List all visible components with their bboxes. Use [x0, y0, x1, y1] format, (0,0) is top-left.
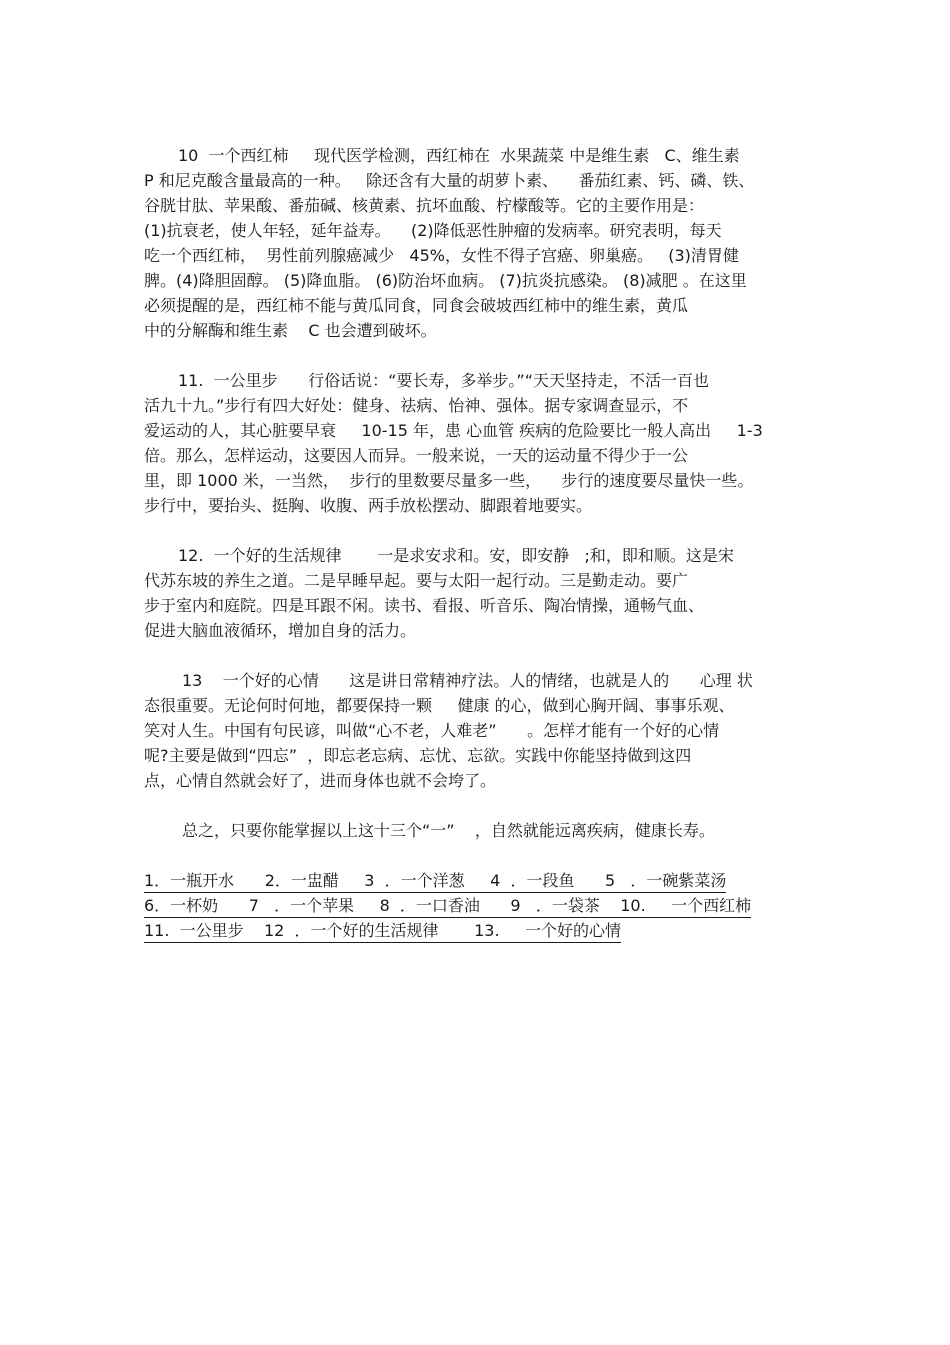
- paragraph-line: (1)抗衰老，使人年轻，延年益寿。 (2)降低恶性肿瘤的发病率。研究表明，每天: [144, 221, 722, 240]
- paragraph-line: 活九十九。”步行有四大好处：健身、祛病、怡神、强体。据专家调查显示，不: [144, 396, 689, 415]
- paragraph-line: 10 一个西红柿 现代医学检测，西红柿在 水果蔬菜 中是维生素 C、维生素: [178, 146, 740, 165]
- paragraph-line: 促进大脑血液循环，增加自身的活力。: [144, 621, 417, 640]
- paragraph-line: 笑对人生。中国有句民谚，叫做“心不老，人难老” 。怎样才能有一个好的心情: [144, 721, 720, 740]
- paragraph-line: 态很重要。无论何时何地，都要保持一颗 健康 的心，做到心胸开阔、事事乐观、: [144, 696, 735, 715]
- paragraph-line: 吃一个西红柿， 男性前列腺癌减少 45%，女性不得子宫癌、卵巢癌。 (3)清胃健: [144, 246, 739, 265]
- toc-line: 1．一瓶开水 2．一盅醋 3 ．一个洋葱 4 ．一段鱼 5 ．一碗紫菜汤: [144, 871, 726, 893]
- paragraph-line: 11. 一公里步 行俗话说：“要长寿，多举步。”“天天坚持走，不活一百也: [178, 371, 710, 390]
- paragraph-line: 必须提醒的是，西红柿不能与黄瓜同食，同食会破坡西红柿中的维生素，黄瓜: [144, 296, 689, 315]
- paragraph-line: 代苏东坡的养生之道。二是早睡早起。要与太阳一起行动。三是勤走动。要广: [144, 571, 689, 590]
- paragraph-line: 谷胱甘肽、苹果酸、番茄碱、核黄素、抗坏血酸、柠檬酸等。它的主要作用是：: [144, 196, 705, 215]
- paragraph-line: 爱运动的人，其心脏要早衰 10-15 年，患 心血管 疾病的危险要比一般人高出 1-3: [144, 421, 763, 440]
- paragraph-line: 倍。那么，怎样运动，这要因人而异。一般来说，一天的运动量不得少于一公: [144, 446, 689, 465]
- toc-line: 11. 一公里步 12 ．一个好的生活规律 13. 一个好的心情: [144, 921, 621, 943]
- summary-line: 总之，只要你能掌握以上这十三个“一” ，自然就能远离疾病，健康长寿。: [182, 821, 715, 840]
- paragraph-line: 步行中，要抬头、挺胸、收腹、两手放松摆动、脚跟着地要实。: [144, 496, 593, 515]
- paragraph-line: 呢?主要是做到“四忘” ，即忘老忘病、忘忧、忘欲。实践中你能坚持做到这四: [144, 746, 692, 765]
- toc-line: 6．一杯奶 7 ．一个苹果 8 ．一口香油 9 ．一袋茶 10. 一个西红柿: [144, 896, 751, 918]
- paragraph-line: 中的分解酶和维生素 C 也会遭到破坏。: [144, 321, 437, 340]
- paragraph-line: 脾。(4)降胆固醇。 (5)降血脂。 (6)防治坏血病。 (7)抗炎抗感染。 (8)减肥 。在这里: [144, 271, 747, 290]
- paragraph-line: 点，心情自然就会好了，进而身体也就不会垮了。: [144, 771, 497, 790]
- paragraph-line: P 和尼克酸含量最高的一种。 除还含有大量的胡萝卜素、 番茄红素、钙、磷、铁、: [144, 171, 755, 190]
- paragraph-line: 12. 一个好的生活规律 一是求安求和。安，即安静 ;和，即和顺。这是宋: [178, 546, 734, 565]
- paragraph-line: 步于室内和庭院。四是耳跟不闲。读书、看报、听音乐、陶冶情操，通畅气血、: [144, 596, 705, 615]
- paragraph-line: 13 一个好的心情 这是讲日常精神疗法。人的情绪，也就是人的 心理 状: [182, 671, 753, 690]
- paragraph-line: 里，即 1000 米，一当然， 步行的里数要尽量多一些， 步行的速度要尽量快一些。: [144, 471, 754, 490]
